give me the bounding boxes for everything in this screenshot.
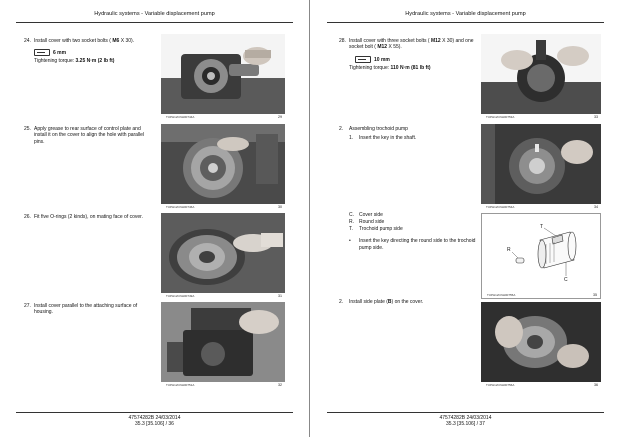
wrench-spec: 6 mm xyxy=(34,49,66,56)
photo-code: TUPH12CNH00755A xyxy=(487,293,516,297)
photo-number: 34 xyxy=(594,205,598,209)
diagram-35 xyxy=(481,213,601,299)
page-header: Hydraulic systems - Variable displacement pump xyxy=(94,11,215,17)
torque-spec: Tightening torque: 3.25 N·m (2 lb ft) xyxy=(34,58,115,64)
pump-cover-photo xyxy=(161,34,285,114)
footer-rule xyxy=(16,412,293,413)
step-text: Apply grease to rear surface of control plate and install it on the cover to align the hole with parallel pins. xyxy=(34,126,145,145)
socket-bolt-photo xyxy=(481,34,601,114)
photo-code: TUPH12CNH00756A xyxy=(486,383,515,387)
shaft-key-photo xyxy=(481,124,601,204)
photo-number: 36 xyxy=(594,383,598,387)
step-number: 26. xyxy=(24,214,31,220)
step-text: Install side plate (B) on the cover. xyxy=(349,299,424,305)
step-text: Install cover with two socket bolts ( M6 X 30). xyxy=(34,38,135,44)
page-footer xyxy=(0,415,309,427)
footer-rule xyxy=(327,412,604,413)
legend-item: C. Cover side xyxy=(349,212,383,218)
wrench-icon xyxy=(34,49,50,56)
step-number: 27. xyxy=(24,303,31,309)
step-text: Fit five O-rings (2 kinds), on mating face of cover. xyxy=(34,214,143,220)
legend-item: R. Round side xyxy=(349,219,385,225)
control-plate-photo xyxy=(161,124,285,204)
photo-number: 30 xyxy=(278,205,282,209)
wrench-icon xyxy=(355,56,371,63)
photo-34 xyxy=(481,124,601,210)
housing-cover-photo xyxy=(161,302,285,382)
substep-text: Insert the key in the shaft. xyxy=(359,135,417,141)
bullet-icon: • xyxy=(349,238,351,244)
step-text: Install cover with three socket bolts ( M12 X 30) and one socket bolt ( M12 X 55). xyxy=(349,38,474,51)
photo-number: 35 xyxy=(593,293,597,297)
photo-code: TUPH12CNH00754A xyxy=(486,205,515,209)
photo-33 xyxy=(481,34,601,120)
photo-code: TUPH12CNH00751A xyxy=(166,383,195,387)
step-text: Install cover parallel to the attaching surface of housing. xyxy=(34,303,138,316)
substep-number: 1. xyxy=(349,135,354,141)
bullet-text: Insert the key directing the round side to the trochoid pump side. xyxy=(359,238,476,251)
photo-30 xyxy=(161,124,285,210)
step-number: 2. xyxy=(339,126,344,132)
step-number: 25. xyxy=(24,126,31,132)
side-plate-photo xyxy=(481,302,601,382)
o-ring-photo xyxy=(161,213,285,293)
footer-doc-id: 47574282B 24/03/2014 xyxy=(439,415,492,421)
photo-number: 31 xyxy=(278,294,282,298)
photo-number: 29 xyxy=(278,115,282,119)
diagram-label-r: R xyxy=(507,247,511,253)
photo-code: TUPH12CNH00749A xyxy=(166,294,195,298)
header-rule xyxy=(16,22,293,23)
photo-number: 33 xyxy=(594,115,598,119)
left-page xyxy=(0,0,309,437)
step-title: Assembling trochoid pump xyxy=(349,126,408,132)
photo-29 xyxy=(161,34,285,120)
footer-page-number: 35.3 [35.106] / 36 xyxy=(135,421,174,427)
step-number: 28. xyxy=(339,38,346,44)
diagram-label-t: T xyxy=(540,224,544,230)
footer-page-number: 35.3 [35.106] / 37 xyxy=(446,421,485,427)
wrench-spec: 10 mm xyxy=(355,56,390,63)
page-divider xyxy=(309,0,310,437)
step-number: 24. xyxy=(24,38,31,44)
photo-code: TUPH12CNH00744A xyxy=(166,115,195,119)
photo-31 xyxy=(161,213,285,299)
header-rule xyxy=(327,22,604,23)
page-header: Hydraulic systems - Variable displacement pump xyxy=(405,11,526,17)
legend-item: T. Trochoid pump side xyxy=(349,226,403,232)
right-page xyxy=(311,0,620,437)
diagram-label-c: C xyxy=(564,277,568,283)
photo-36 xyxy=(481,302,601,388)
torque-spec: Tightening torque: 110 N·m (81 lb ft) xyxy=(349,65,431,71)
photo-code: TUPH12CNH00746A xyxy=(166,205,195,209)
photo-number: 32 xyxy=(278,383,282,387)
page-footer xyxy=(311,415,620,427)
footer-doc-id: 47574282B 24/03/2014 xyxy=(128,415,181,421)
photo-code: TUPH12CNH00753A xyxy=(486,115,515,119)
photo-32 xyxy=(161,302,285,388)
step-number: 2. xyxy=(339,299,344,305)
legend-list xyxy=(349,212,479,233)
